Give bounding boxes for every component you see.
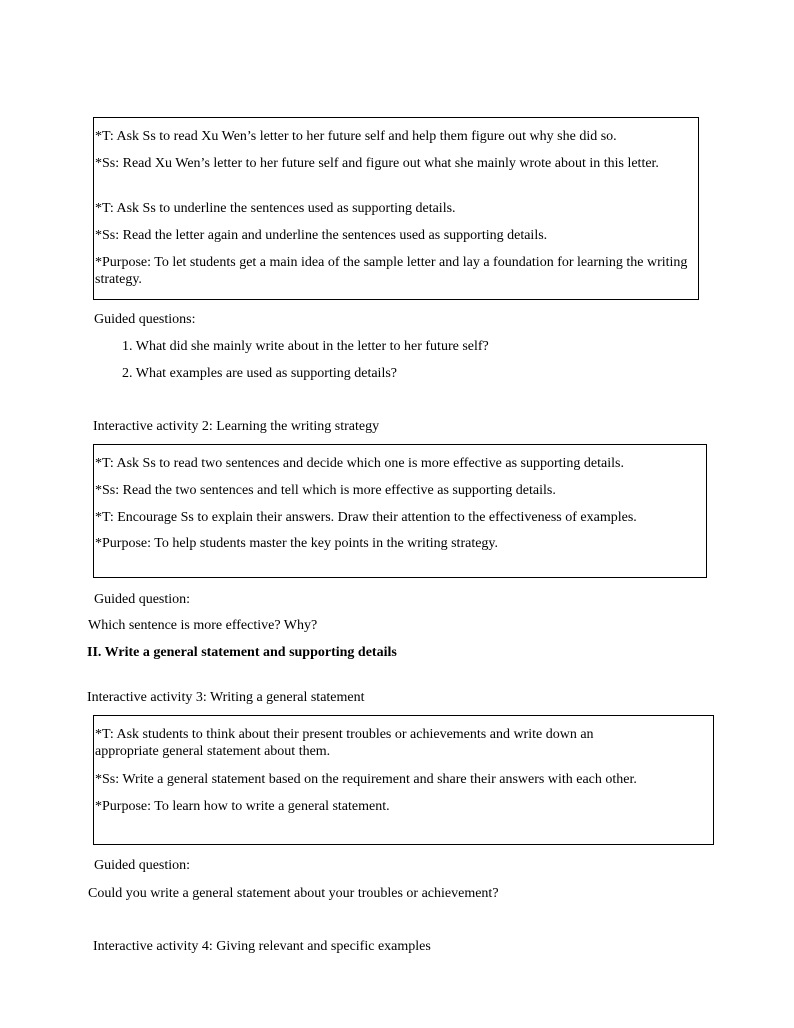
- box2-line-1: *T: Ask Ss to read two sentences and decide which one is more effective as supporting details.: [95, 456, 624, 471]
- activity-3-title: Interactive activity 3: Writing a general statement: [87, 690, 365, 705]
- section-2-heading: II. Write a general statement and supporting details: [87, 645, 397, 660]
- box1-line-3: *T: Ask Ss to underline the sentences used as supporting details.: [95, 201, 456, 216]
- activity-4-title: Interactive activity 4: Giving relevant and specific examples: [93, 939, 431, 954]
- box1-line-4: *Ss: Read the letter again and underline the sentences used as supporting details.: [95, 228, 548, 243]
- box3-line-1: *T: Ask students to think about their present troubles or achievements and write down an appropriate general statement about them.: [95, 727, 594, 759]
- guided-question-1: 1. What did she mainly write about in the letter to her future self?: [122, 339, 489, 354]
- activity-2-title: Interactive activity 2: Learning the writing strategy: [93, 419, 380, 434]
- guided-question-2: 2. What examples are used as supporting details?: [122, 366, 397, 381]
- guided-question-heading-3: Guided question:: [94, 858, 191, 873]
- guided-question-heading-2: Guided question:: [94, 592, 191, 607]
- box2-line-3: *T: Encourage Ss to explain their answers. Draw their attention to the effectiveness of examples.: [95, 510, 637, 525]
- box1-line-5: *Purpose: To let students get a main idea of the sample letter and lay a foundation for learning the writing strategy.: [95, 255, 688, 287]
- box3-line-3: *Purpose: To learn how to write a general statement.: [95, 799, 390, 814]
- box2-line-2: *Ss: Read the two sentences and tell which is more effective as supporting details.: [95, 483, 556, 498]
- guided-question-text-2: Which sentence is more effective? Why?: [88, 618, 318, 633]
- box1-line-1: *T: Ask Ss to read Xu Wen’s letter to her future self and help them figure out why she did so.: [95, 129, 617, 144]
- guided-questions-heading-1: Guided questions:: [94, 312, 196, 327]
- guided-question-text-3: Could you write a general statement about your troubles or achievement?: [88, 886, 499, 901]
- box1-line-2: *Ss: Read Xu Wen’s letter to her future self and figure out what she mainly wrote about in this letter.: [95, 156, 659, 171]
- box3-line-2: *Ss: Write a general statement based on the requirement and share their answers with each other.: [95, 772, 637, 787]
- box2-line-4: *Purpose: To help students master the key points in the writing strategy.: [95, 536, 499, 551]
